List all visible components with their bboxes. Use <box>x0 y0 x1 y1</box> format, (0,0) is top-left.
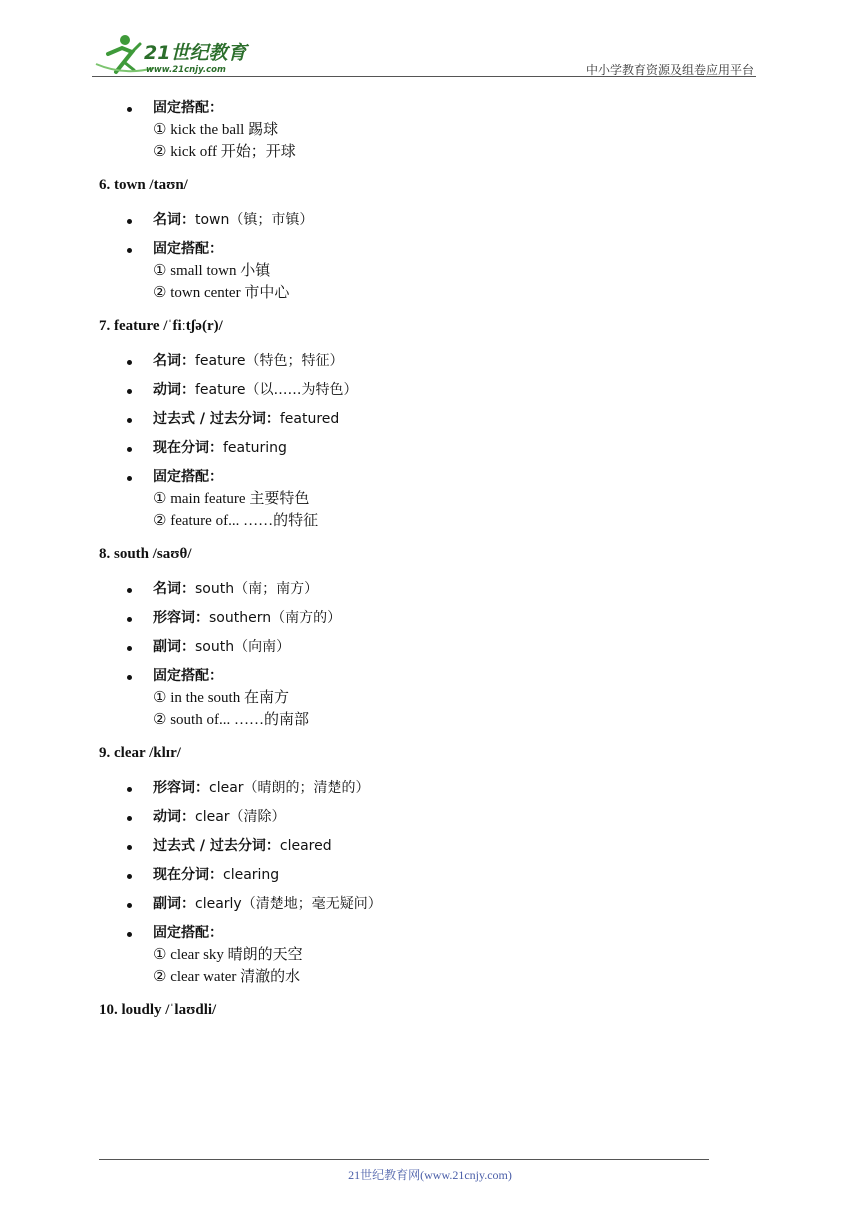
entry-label: 现在分词： <box>153 867 223 883</box>
entry-text: clearly（清楚地；毫无疑问） <box>195 896 382 912</box>
entry-label: 动词： <box>153 809 195 825</box>
entry-label: 副词： <box>153 639 195 655</box>
header-divider <box>92 76 756 77</box>
list-item <box>99 607 759 629</box>
entry-label: 名词： <box>153 581 195 597</box>
entry-label: 过去式 / 过去分词： <box>153 838 280 854</box>
entry-text: clearing <box>223 867 280 883</box>
logo-url: www.21cnjy.com <box>146 65 226 75</box>
list-item <box>99 835 759 857</box>
entry-list <box>99 777 759 988</box>
top-entry-list <box>99 97 759 163</box>
entry-text: cleared <box>279 838 332 854</box>
list-item <box>99 238 759 304</box>
entry-label: 动词： <box>153 382 195 398</box>
entry-label: 形容词： <box>153 610 209 626</box>
phrase: ① kick the ball 踢球 <box>153 122 279 138</box>
list-item <box>99 893 759 915</box>
entry-text: feature（以……为特色） <box>195 382 358 398</box>
entry-label: 现在分词： <box>153 440 223 456</box>
list-item <box>99 408 759 430</box>
entry-text: featured <box>279 411 340 427</box>
entry-label: 固定搭配： <box>153 100 223 116</box>
platform-name: 中小学教育资源及组卷应用平台 <box>585 63 754 77</box>
phrase: ① clear sky 晴朗的天空 <box>153 947 303 963</box>
entry-text: clear（晴朗的；清楚的） <box>209 780 370 796</box>
phrase: ① in the south 在南方 <box>153 690 289 706</box>
entry-label: 固定搭配： <box>153 668 223 684</box>
phrase: ② town center 市中心 <box>153 285 290 301</box>
entry-label: 固定搭配： <box>153 925 223 941</box>
entry-text: featuring <box>223 440 287 456</box>
list-item <box>99 665 759 731</box>
logo-text: 21世纪教育 <box>144 42 247 64</box>
entry-label: 固定搭配： <box>153 241 223 257</box>
vocab-sections <box>99 175 759 1020</box>
document-body <box>99 97 759 1034</box>
phrase: ② feature of... ……的特征 <box>153 513 319 529</box>
section-title: 9. clear /klɪr/ <box>99 745 181 761</box>
entry-text: south（向南） <box>195 639 291 655</box>
section-title: 7. feature /ˈfiːtʃə(r)/ <box>99 318 223 334</box>
list-item <box>99 806 759 828</box>
entry-label: 形容词： <box>153 780 209 796</box>
entry-list <box>99 209 759 304</box>
logo <box>94 32 264 76</box>
list-item <box>99 578 759 600</box>
footer-divider <box>99 1159 709 1160</box>
phrase: ① main feature 主要特色 <box>153 491 310 507</box>
list-item <box>99 636 759 658</box>
list-item <box>99 97 759 163</box>
entry-label: 副词： <box>153 896 195 912</box>
section-title: 6. town /taʊn/ <box>99 177 188 193</box>
entry-label: 过去式 / 过去分词： <box>153 411 280 427</box>
entry-text: south（南；南方） <box>195 581 319 597</box>
phrase: ② clear water 清澈的水 <box>153 969 301 985</box>
footer-text: 21世纪教育网(www.21cnjy.com) <box>348 1168 512 1182</box>
list-item <box>99 350 759 372</box>
section-title: 8. south /saʊθ/ <box>99 546 192 562</box>
phrase: ② kick off 开始；开球 <box>153 144 296 160</box>
list-item <box>99 864 759 886</box>
entry-list <box>99 578 759 731</box>
entry-label: 名词： <box>153 353 195 369</box>
section-title: 10. loudly /ˈlaʊdli/ <box>99 1002 217 1018</box>
list-item <box>99 466 759 532</box>
entry-text: feature（特色；特征） <box>195 353 344 369</box>
entry-text: town（镇；市镇） <box>195 212 314 228</box>
entry-label: 固定搭配： <box>153 469 223 485</box>
list-item <box>99 922 759 988</box>
phrase: ① small town 小镇 <box>153 263 271 279</box>
entry-label: 名词： <box>153 212 195 228</box>
phrase: ② south of... ……的南部 <box>153 712 309 728</box>
list-item <box>99 437 759 459</box>
entry-list <box>99 350 759 532</box>
list-item <box>99 777 759 799</box>
page-header <box>92 30 756 78</box>
list-item <box>99 209 759 231</box>
entry-text: southern（南方的） <box>209 610 342 626</box>
list-item <box>99 379 759 401</box>
entry-text: clear（清除） <box>195 809 286 825</box>
